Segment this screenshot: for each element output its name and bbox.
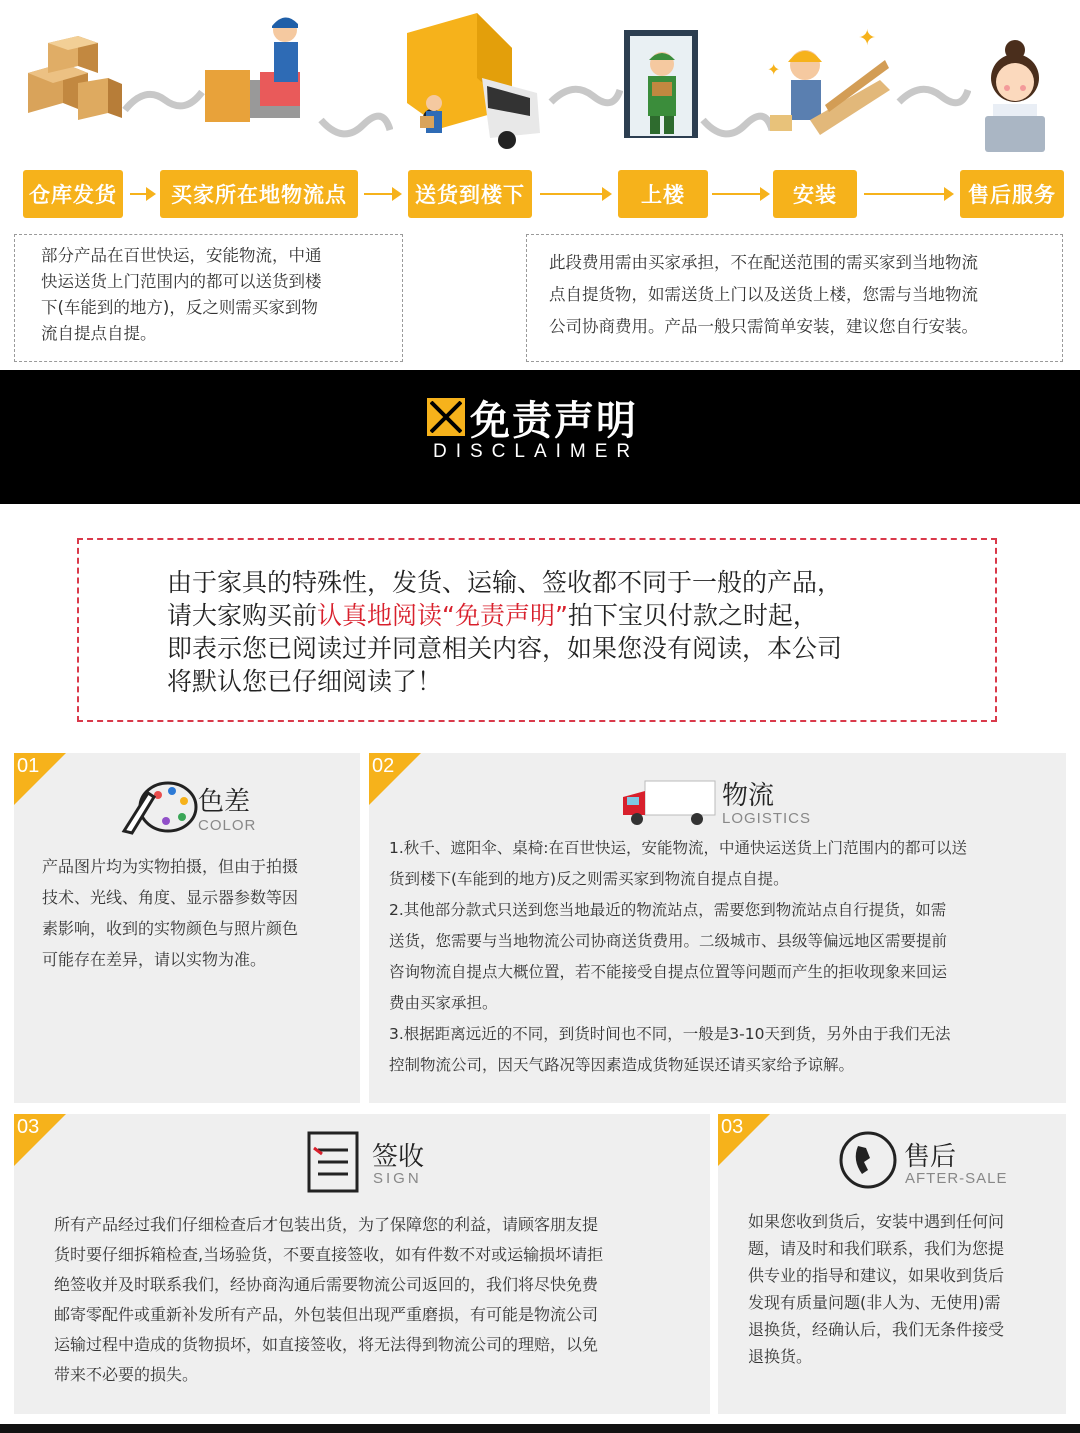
body-line: 可能存在差异，请以实物为准。 bbox=[42, 950, 267, 969]
bottom-divider bbox=[0, 1424, 1080, 1433]
statement-line: 将默认您已仔细阅读了！ bbox=[167, 667, 443, 696]
document-sign-icon bbox=[306, 1130, 360, 1194]
note-line: 下(车能到的地方)，反之则需买家到物 bbox=[41, 298, 318, 317]
flow-step-local-logistics: 买家所在地物流点 bbox=[160, 170, 358, 218]
body-line: 题，请及时和我们联系，我们为您提 bbox=[748, 1239, 1005, 1258]
body-line: 1.秋千、遮阳伞、桌椅:在百世快运，安能物流，中通快运送货上门范围内的都可以送 bbox=[389, 839, 968, 857]
body-line: 供专业的指导和建议，如果收到货后 bbox=[748, 1266, 1005, 1285]
curve-connector-icon bbox=[120, 80, 205, 120]
curve-connector-icon bbox=[700, 110, 775, 145]
body-line: 发现有质量问题(非人为、无使用)需 bbox=[748, 1293, 1001, 1312]
card-title: 色差 bbox=[198, 787, 251, 817]
note-line: 点自提货物，如需送货上门以及送货上楼，您需与当地物流 bbox=[549, 285, 978, 304]
flow-arrow-icon bbox=[364, 193, 400, 195]
body-line: 带来不必要的损失。 bbox=[54, 1365, 199, 1384]
card-color bbox=[14, 753, 360, 1103]
card-body bbox=[389, 833, 1059, 1081]
body-line: 费由买家承担。 bbox=[389, 994, 498, 1012]
flow-arrow-icon bbox=[540, 193, 610, 195]
card-body bbox=[54, 1210, 704, 1390]
boxes-illustration-icon bbox=[18, 28, 123, 128]
installer-worker-icon bbox=[765, 20, 900, 150]
body-line: 2.其他部分款式只送到您当地最近的物流站点，需要您到物流站点自行提货，如需 bbox=[389, 901, 947, 919]
card-subtitle: AFTER-SALE bbox=[905, 1170, 1008, 1187]
flow-step-aftersale: 售后服务 bbox=[960, 170, 1064, 218]
body-line: 送货，您需要与当地物流公司协商送货费用。二级城市、县级等偏远地区需要提前 bbox=[389, 932, 948, 950]
body-line: 如果您收到货后，安装中遇到任何问 bbox=[748, 1212, 1005, 1231]
body-line: 运输过程中造成的货物损坏，如直接签收，将无法得到物流公司的理赔，以免 bbox=[54, 1335, 599, 1354]
card-number: 01 bbox=[17, 755, 40, 777]
card-number: 02 bbox=[372, 755, 395, 777]
flow-note-left bbox=[14, 234, 403, 362]
disclaimer-subtitle: DISCLAIMER bbox=[433, 441, 640, 462]
flow-arrow-icon bbox=[864, 193, 952, 195]
body-line: 退换货。 bbox=[748, 1347, 813, 1366]
card-body bbox=[748, 1208, 1062, 1370]
statement-text: 请大家购买前 bbox=[167, 601, 318, 630]
card-number: 03 bbox=[17, 1116, 40, 1138]
curve-connector-icon bbox=[318, 110, 393, 145]
body-line: 绝签收并及时联系我们，经协商沟通后需要物流公司返回的，我们将尽快免费 bbox=[54, 1275, 599, 1294]
curve-connector-icon bbox=[548, 80, 623, 115]
flow-arrow-icon bbox=[712, 193, 768, 195]
disclaimer-logo-icon bbox=[427, 398, 465, 436]
logistics-flow bbox=[0, 0, 1080, 370]
body-line: 控制物流公司，因天气路况等因素造成货物延误还请买家给予谅解。 bbox=[389, 1056, 855, 1074]
body-line: 所有产品经过我们仔细检查后才包装出货，为了保障您的利益，请顾客朋友提 bbox=[54, 1215, 599, 1234]
body-line: 技术、光线、角度、显示器参数等因 bbox=[42, 888, 299, 907]
customer-service-icon bbox=[975, 38, 1055, 156]
body-line: 产品图片均为实物拍摄，但由于拍摄 bbox=[42, 857, 299, 876]
card-title: 售后 bbox=[904, 1142, 957, 1172]
flow-step-warehouse: 仓库发货 bbox=[23, 170, 123, 218]
flow-step-upstairs: 上楼 bbox=[618, 170, 708, 218]
card-body bbox=[42, 851, 354, 975]
statement-line: 即表示您已阅读过并同意相关内容，如果您没有阅读，本公司 bbox=[167, 634, 843, 663]
flow-step-install: 安装 bbox=[773, 170, 857, 218]
note-line: 公司协商费用。产品一般只需简单安装，建议您自行安装。 bbox=[549, 317, 978, 336]
card-subtitle: SIGN bbox=[373, 1170, 422, 1187]
body-line: 咨询物流自提点大概位置，若不能接受自提点位置等问题而产生的拒收现象来回运 bbox=[389, 963, 948, 981]
body-line: 素影响，收到的实物颜色与照片颜色 bbox=[42, 919, 299, 938]
truck-icon bbox=[621, 777, 717, 827]
curve-connector-icon bbox=[896, 80, 971, 115]
body-line: 货时要仔细拆箱检查,当场验货，不要直接签收，如有件数不对或运输损坏请拒 bbox=[54, 1245, 604, 1264]
note-line: 快运送货上门范围内的都可以送货到楼 bbox=[41, 272, 322, 291]
card-sign bbox=[14, 1114, 710, 1414]
palette-icon bbox=[120, 777, 198, 835]
card-subtitle: COLOR bbox=[198, 817, 257, 834]
svg-text:✦: ✦ bbox=[767, 60, 781, 79]
statement-text: 拍下宝贝付款之时起， bbox=[567, 601, 818, 630]
body-line: 货到楼下(车能到的地方)反之则需买家到物流自提点自提。 bbox=[389, 870, 789, 888]
card-aftersale bbox=[718, 1114, 1066, 1414]
door-delivery-icon bbox=[622, 28, 700, 140]
body-line: 退换货，经确认后，我们无条件接受 bbox=[748, 1320, 1005, 1339]
delivery-truck-icon bbox=[402, 8, 547, 150]
body-line: 3.根据距离远近的不同，到货时间也不同，一般是3-10天到货，另外由于我们无法 bbox=[389, 1025, 951, 1043]
flow-step-downstairs: 送货到楼下 bbox=[408, 170, 532, 218]
statement-line bbox=[167, 599, 955, 632]
statement-line: 由于家具的特殊性，发货、运输、签收都不同于一般的产品， bbox=[167, 568, 843, 597]
note-line: 部分产品在百世快运，安能物流，中通 bbox=[41, 246, 322, 265]
warehouse-worker-icon bbox=[200, 10, 320, 128]
card-subtitle: LOGISTICS bbox=[722, 810, 812, 827]
disclaimer-statement bbox=[77, 538, 997, 722]
statement-highlight: 认真地阅读“免责声明” bbox=[317, 601, 568, 630]
card-logistics bbox=[369, 753, 1066, 1103]
disclaimer-title: 免责声明 bbox=[470, 398, 638, 444]
note-line: 流自提点自提。 bbox=[41, 324, 157, 343]
card-title: 物流 bbox=[722, 781, 775, 811]
phone-icon bbox=[838, 1130, 898, 1190]
card-number: 03 bbox=[721, 1116, 744, 1138]
svg-text:✦: ✦ bbox=[858, 26, 877, 51]
note-line: 此段费用需由买家承担，不在配送范围的需买家到当地物流 bbox=[549, 253, 978, 272]
card-title: 签收 bbox=[372, 1142, 425, 1172]
body-line: 邮寄零配件或重新补发所有产品，外包装但出现严重磨损，有可能是物流公司 bbox=[54, 1305, 599, 1324]
flow-arrow-icon bbox=[130, 193, 154, 195]
flow-note-right bbox=[526, 234, 1063, 362]
